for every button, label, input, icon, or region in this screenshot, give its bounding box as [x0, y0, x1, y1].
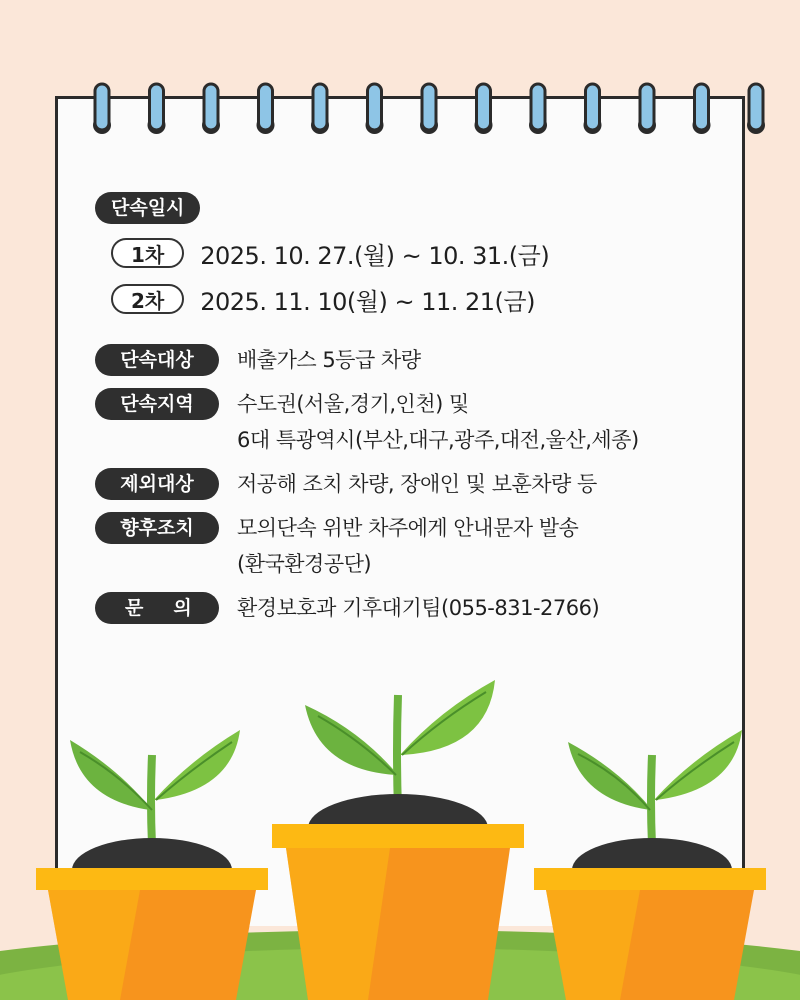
binding-ring [638, 84, 656, 134]
binding-ring [475, 84, 493, 134]
detail-label: 문의 [95, 592, 219, 624]
detail-label: 제외대상 [95, 468, 219, 500]
detail-label: 단속대상 [95, 344, 219, 376]
spiral-binding [0, 0, 800, 160]
binding-ring [584, 84, 602, 134]
round-item-2 [111, 276, 735, 322]
binding-ring [311, 84, 329, 134]
binding-ring [693, 84, 711, 134]
round-badge: 2차 [111, 284, 184, 314]
detail-line: 수도권(서울,경기,인천) 및 [237, 392, 469, 416]
plant-right [534, 730, 766, 1000]
binding-ring [148, 84, 166, 134]
potted-plants-illustration [0, 660, 800, 1000]
binding-ring [257, 84, 275, 134]
detail-line: 환경보호과 기후대기팀(055-831-2766) [237, 596, 600, 620]
binding-ring [202, 84, 220, 134]
plant-left [36, 730, 268, 1000]
round-dates: 2025. 11. 10(월) ~ 11. 21(금) [200, 287, 535, 316]
schedule-section [95, 192, 735, 322]
binding-ring [747, 84, 765, 134]
detail-row-target [95, 344, 735, 378]
detail-row-area [95, 388, 735, 458]
detail-row-contact [95, 592, 735, 626]
detail-label: 향후조치 [95, 512, 219, 544]
round-item-1 [111, 230, 735, 276]
notice-content [95, 192, 735, 636]
binding-ring [420, 84, 438, 134]
binding-ring [93, 84, 111, 134]
detail-row-followup [95, 512, 735, 582]
plant-center [272, 680, 524, 1000]
detail-label: 단속지역 [95, 388, 219, 420]
detail-row-exempt [95, 468, 735, 502]
pot-rim-left [36, 868, 268, 890]
round-dates: 2025. 10. 27.(월) ~ 10. 31.(금) [200, 241, 550, 270]
detail-line: (환국환경공단) [237, 552, 372, 576]
binding-ring [366, 84, 384, 134]
round-badge: 1차 [111, 238, 184, 268]
detail-line: 모의단속 위반 차주에게 안내문자 발송 [237, 516, 579, 540]
pot-rim-center [272, 824, 524, 848]
detail-line: 저공해 조치 차량, 장애인 및 보훈차량 등 [237, 472, 597, 496]
schedule-label: 단속일시 [95, 192, 200, 224]
pot-rim-right [534, 868, 766, 890]
binding-ring [529, 84, 547, 134]
detail-line: 배출가스 5등급 차량 [237, 348, 421, 372]
detail-line: 6대 특광역시(부산,대구,광주,대전,울산,세종) [237, 428, 639, 452]
